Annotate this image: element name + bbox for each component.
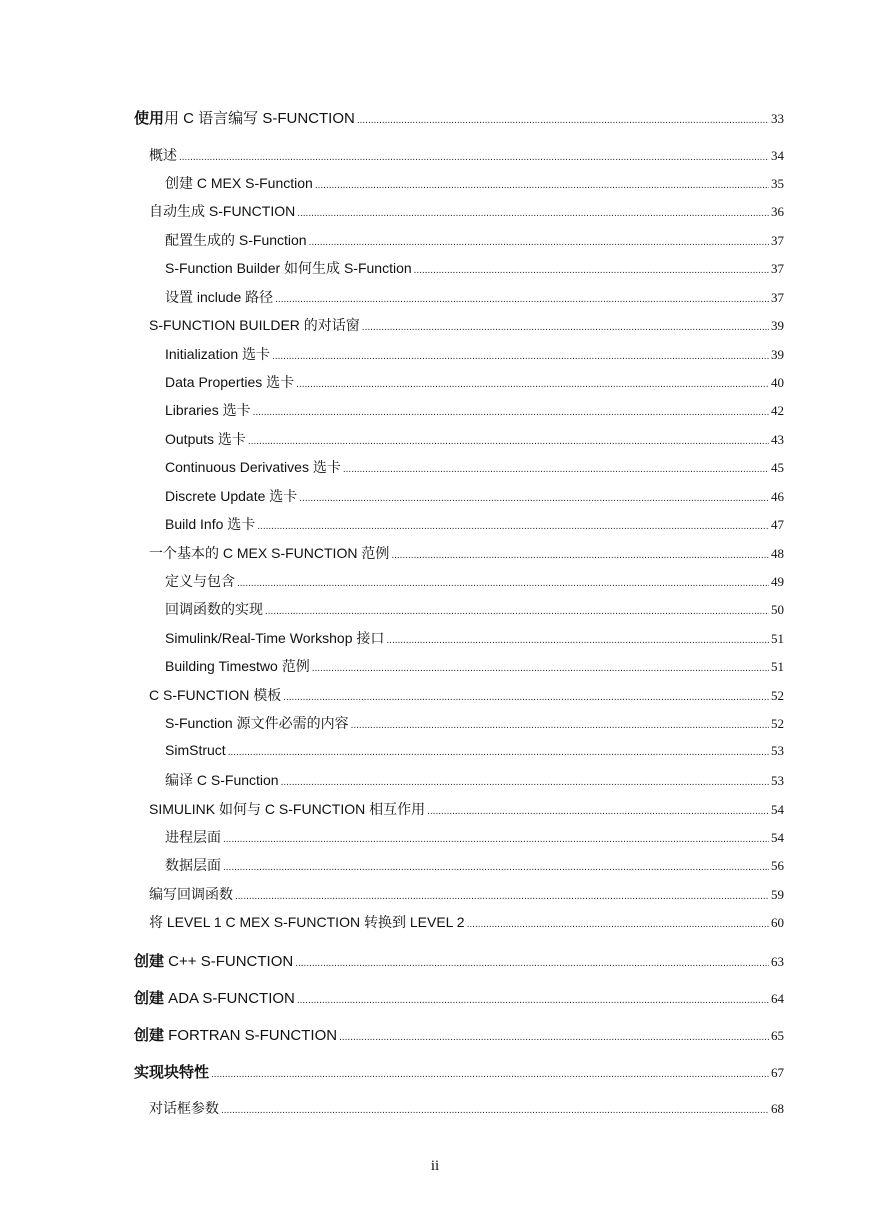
toc-entry-page: 49 <box>771 574 784 589</box>
dot-leader <box>343 463 769 477</box>
toc-entry-page: 46 <box>771 489 784 504</box>
dot-leader <box>427 805 769 819</box>
toc-entry-text: Data Properties 选卡 <box>165 374 295 390</box>
dot-leader <box>248 435 769 449</box>
toc-entry-text: Simulink/Real-Time Workshop 接口 <box>165 630 385 646</box>
toc-entry[interactable] <box>0 571 870 593</box>
toc-entry[interactable] <box>0 713 870 735</box>
toc-entry-text: 数据层面 <box>165 857 221 873</box>
toc-entry-page: 68 <box>771 1101 784 1116</box>
toc-entry[interactable] <box>0 1098 870 1120</box>
toc-entry-label <box>165 372 296 392</box>
toc-entry-label <box>165 713 351 733</box>
toc-entry-label <box>165 827 223 847</box>
toc-entry-label <box>165 457 343 477</box>
toc-entry-text: Outputs 选卡 <box>165 431 246 447</box>
dot-leader <box>386 634 769 648</box>
toc-entry-label <box>165 656 312 676</box>
toc-entry-text: 进程层面 <box>165 829 221 845</box>
toc-entry[interactable] <box>0 145 870 167</box>
toc-entry-text: Building Timestwo 范例 <box>165 658 310 674</box>
toc-entry-text: S-Function 源文件必需的内容 <box>165 715 349 731</box>
toc-entry-label <box>165 514 257 534</box>
dot-leader <box>351 719 769 733</box>
dot-leader <box>228 746 769 760</box>
toc-entry-page: 35 <box>771 176 784 191</box>
toc-entry-bold-prefix: 创建 <box>134 1027 165 1044</box>
toc-entry[interactable] <box>0 344 870 366</box>
toc-entry-page: 40 <box>771 375 784 390</box>
toc-entry-page: 51 <box>771 631 784 646</box>
toc-entry-page: 51 <box>771 659 784 674</box>
toc-entry[interactable] <box>0 1061 870 1083</box>
toc-entry[interactable] <box>0 457 870 479</box>
dot-leader <box>362 321 769 335</box>
dot-leader <box>414 264 769 278</box>
toc-entry-page: 37 <box>771 261 784 276</box>
toc-entry-label <box>165 571 237 591</box>
toc-entry-bold-prefix: 创建 <box>134 990 165 1007</box>
toc-entry-label <box>165 173 315 193</box>
toc-entry-page: 39 <box>771 318 784 333</box>
dot-leader <box>467 918 769 932</box>
dot-leader <box>223 861 769 875</box>
toc-entry-page: 37 <box>771 233 784 248</box>
dot-leader <box>223 833 769 847</box>
toc-entry-label <box>134 987 297 1008</box>
toc-entry-label <box>149 884 235 904</box>
toc-entry[interactable] <box>0 599 870 621</box>
toc-entry-page: 54 <box>771 802 784 817</box>
toc-entry-text: Continuous Derivatives 选卡 <box>165 459 341 475</box>
dot-leader <box>296 378 769 392</box>
toc-entry[interactable] <box>0 855 870 877</box>
toc-entry-text: 编译 C S-Function <box>165 772 279 788</box>
dot-leader <box>357 114 769 128</box>
dot-leader <box>237 577 769 591</box>
toc-entry-label <box>165 855 223 875</box>
toc-entry[interactable] <box>0 372 870 394</box>
toc-entry-text: C++ S-FUNCTION <box>164 953 294 970</box>
dot-leader <box>309 236 769 250</box>
toc-entry-text: 概述 <box>149 147 177 163</box>
toc-entry[interactable] <box>0 884 870 906</box>
toc-entry-text: 将 LEVEL 1 C MEX S-FUNCTION 转换到 LEVEL 2 <box>149 914 465 930</box>
toc-entry[interactable] <box>0 628 870 650</box>
toc-entry-page: 42 <box>771 403 784 418</box>
toc-entry-text: SIMULINK 如何与 C S-FUNCTION 相互作用 <box>149 801 426 817</box>
toc-entry-page: 52 <box>771 688 784 703</box>
toc-entry-label <box>165 230 309 250</box>
toc-entry[interactable] <box>0 656 870 678</box>
toc-entry[interactable] <box>0 987 870 1009</box>
toc-entry-text: 用 C 语言编写 S-FUNCTION <box>164 110 355 127</box>
toc-entry-text: C S-FUNCTION 模板 <box>149 687 282 703</box>
dot-leader <box>272 350 769 364</box>
toc-entry-page: 34 <box>771 148 784 163</box>
toc-entry[interactable] <box>0 400 870 422</box>
toc-entry[interactable] <box>0 1024 870 1046</box>
toc-entry-text: 编写回调函数 <box>149 886 233 902</box>
toc-entry-label <box>149 1098 221 1118</box>
toc-entry-page: 48 <box>771 546 784 561</box>
toc-entry-text: Build Info 选卡 <box>165 516 256 532</box>
toc-entry-page: 52 <box>771 716 784 731</box>
dot-leader <box>275 293 769 307</box>
toc-entry-text: ADA S-FUNCTION <box>164 990 295 1007</box>
toc-entry-label <box>149 145 179 165</box>
dot-leader <box>257 520 769 534</box>
dot-leader <box>265 605 769 619</box>
dot-leader <box>211 1068 769 1082</box>
toc-entry-label <box>165 770 281 790</box>
toc-entry-text: 设置 include 路径 <box>165 289 274 305</box>
toc-entry-page: 60 <box>771 915 784 930</box>
toc-entry[interactable] <box>0 107 870 129</box>
toc-entry-label <box>165 344 272 364</box>
dot-leader <box>299 492 769 506</box>
toc-entry-text: 定义与包含 <box>165 573 235 589</box>
toc-entry[interactable] <box>0 770 870 792</box>
toc-entry-text: 创建 C MEX S-Function <box>165 175 313 191</box>
toc-entry-label <box>165 400 253 420</box>
toc-entry-page: 56 <box>771 858 784 873</box>
toc-entry[interactable] <box>0 258 870 280</box>
toc-entry[interactable] <box>0 912 870 934</box>
dot-leader <box>235 890 769 904</box>
toc-entry-label <box>165 429 248 449</box>
toc-entry-label <box>149 685 283 705</box>
dot-leader <box>391 549 769 563</box>
toc-entry-label <box>165 742 228 758</box>
toc-entry-text: FORTRAN S-FUNCTION <box>164 1027 338 1044</box>
toc-entry[interactable] <box>0 543 870 565</box>
dot-leader <box>283 691 769 705</box>
toc-entry-page: 54 <box>771 830 784 845</box>
toc-entry-label <box>149 799 427 819</box>
toc-entry-label <box>165 486 299 506</box>
dot-leader <box>297 994 769 1008</box>
toc-entry-text: Libraries 选卡 <box>165 402 251 418</box>
toc-entry-page: 53 <box>771 743 784 758</box>
toc-entry-page: 63 <box>771 954 784 969</box>
toc-entry-bold-prefix: 实现块特性 <box>134 1064 210 1081</box>
toc-entry-label <box>165 258 414 278</box>
toc-entry-label <box>134 950 295 971</box>
toc-entry[interactable] <box>0 799 870 821</box>
toc-entry-label <box>149 315 362 335</box>
dot-leader <box>253 406 769 420</box>
toc-entry[interactable] <box>0 742 870 764</box>
toc-entry-page: 37 <box>771 290 784 305</box>
toc-entry-page: 64 <box>771 991 784 1006</box>
dot-leader <box>339 1031 769 1045</box>
toc-entry[interactable] <box>0 315 870 337</box>
toc-entry[interactable] <box>0 685 870 707</box>
toc-entry-label <box>165 628 386 648</box>
toc-entry-text: 自动生成 S-FUNCTION <box>149 203 296 219</box>
toc-entry-label <box>134 1024 339 1045</box>
toc-entry[interactable] <box>0 950 870 972</box>
toc-entry-bold-prefix: 使用 <box>134 110 165 127</box>
toc-entry-page: 45 <box>771 460 784 475</box>
toc-entry-bold-prefix: 创建 <box>134 953 165 970</box>
toc-entry-page: 53 <box>771 773 784 788</box>
toc-entry-page: 59 <box>771 887 784 902</box>
toc-entry-page: 39 <box>771 347 784 362</box>
dot-leader <box>179 151 769 165</box>
toc-entry-text: 一个基本的 C MEX S-FUNCTION 范例 <box>149 545 390 561</box>
dot-leader <box>297 207 769 221</box>
toc-entry-page: 33 <box>771 111 784 126</box>
toc-entry-page: 36 <box>771 204 784 219</box>
toc-entry-label <box>149 543 391 563</box>
page-number: ii <box>430 1158 440 1174</box>
toc-entry[interactable] <box>0 201 870 223</box>
toc-entry-page: 47 <box>771 517 784 532</box>
toc-entry-page: 43 <box>771 432 784 447</box>
toc-entry-text: 对话框参数 <box>149 1100 219 1116</box>
toc-entry[interactable] <box>0 173 870 195</box>
toc-entry-page: 50 <box>771 602 784 617</box>
toc-entry[interactable] <box>0 486 870 508</box>
toc-entry-text: 配置生成的 S-Function <box>165 232 307 248</box>
toc-entry[interactable] <box>0 514 870 536</box>
toc-entry-label <box>165 599 265 619</box>
dot-leader <box>315 179 769 193</box>
toc-entry-text: 回调函数的实现 <box>165 601 263 617</box>
toc-entry[interactable] <box>0 827 870 849</box>
toc-entry-label <box>165 287 275 307</box>
toc-entry-label <box>134 107 357 128</box>
toc-entry[interactable] <box>0 287 870 309</box>
toc-entry[interactable] <box>0 429 870 451</box>
toc-entry-text: Initialization 选卡 <box>165 346 271 362</box>
toc-entry[interactable] <box>0 230 870 252</box>
toc-entry-text: S-FUNCTION BUILDER 的对话窗 <box>149 317 360 333</box>
toc-entry-text: Discrete Update 选卡 <box>165 488 298 504</box>
dot-leader <box>295 957 769 971</box>
toc-entry-label <box>149 201 297 221</box>
dot-leader <box>312 662 769 676</box>
dot-leader <box>221 1104 769 1118</box>
toc-entry-label <box>134 1061 211 1082</box>
toc-entry-text: S-Function Builder 如何生成 S-Function <box>165 260 412 276</box>
toc-entry-page: 65 <box>771 1028 784 1043</box>
dot-leader <box>281 776 769 790</box>
toc-entry-text: SimStruct <box>165 742 226 758</box>
toc-entry-page: 67 <box>771 1065 784 1080</box>
toc-entry-label <box>149 912 467 932</box>
